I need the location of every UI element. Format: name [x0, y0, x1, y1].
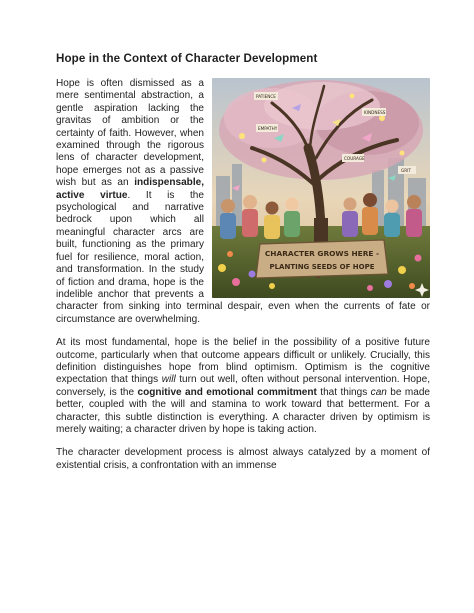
italic-word: can [370, 386, 387, 398]
tag-label: PATIENCE [256, 94, 276, 99]
tag-label: GRIT [401, 168, 411, 173]
tag-label: KINDNESS [364, 110, 386, 115]
text-run: Hope is often dismissed as a mere sentimental abstraction, a gentle aspiration lacking the gravitas of ambition or the certainty of faith. However, when examined through the rigorous lens of character development, hope emerges not as a passive wish but as an [56, 78, 204, 189]
italic-word: will [161, 374, 176, 386]
text-run: The character development process is almost always catalyzed by a moment of existential crisis, a confrontation with an immense [56, 447, 430, 471]
text-run: that things [316, 386, 371, 398]
paragraph-crisis [56, 447, 430, 472]
illustration-children-tree [212, 78, 430, 298]
text-run: be made better, coupled with the will and stamina to work toward that betterment. For a character, this subtle distinction is everything. A character driven by optimism is merely waiting; a character driven by hope is taking action. [56, 386, 430, 435]
page-title: Hope in the Context of Character Development [56, 52, 318, 65]
sign-line-2: PLANTING SEEDS OF HOPE [269, 263, 375, 271]
paragraph-definition [56, 337, 430, 436]
tag-label: EMPATHY [258, 126, 278, 131]
text-run: At its most fundamental, hope is the belief in the possibility of a positive future outcome, particularly when that outcome appears difficult or unlikely. Crucially, this definition distinguishes hope from blind optimism. Optimism is the cognitive expectation that things [56, 337, 430, 386]
text-run: turn out well, often without personal intervention. Hope, conversely, is the [56, 374, 430, 398]
bold-phrase: cognitive and emotional commitment [137, 386, 317, 398]
bold-phrase: indispensable, active virtue [56, 177, 204, 201]
illustration-svg [212, 78, 430, 298]
sign-line-1: CHARACTER GROWS HERE - [264, 249, 380, 258]
tag-label: COURAGE [344, 156, 365, 161]
text-run: . It is the psychological and narrative bedrock upon which all meaningful character arcs are built, functioning as the primary fuel for resilience, moral action, and transformation. In the study of fiction and drama, hope is the indelible anchor that prevents a character from sinking into terminal despair, even when the currents of fate or circumstance are overwhelming. [56, 189, 430, 325]
